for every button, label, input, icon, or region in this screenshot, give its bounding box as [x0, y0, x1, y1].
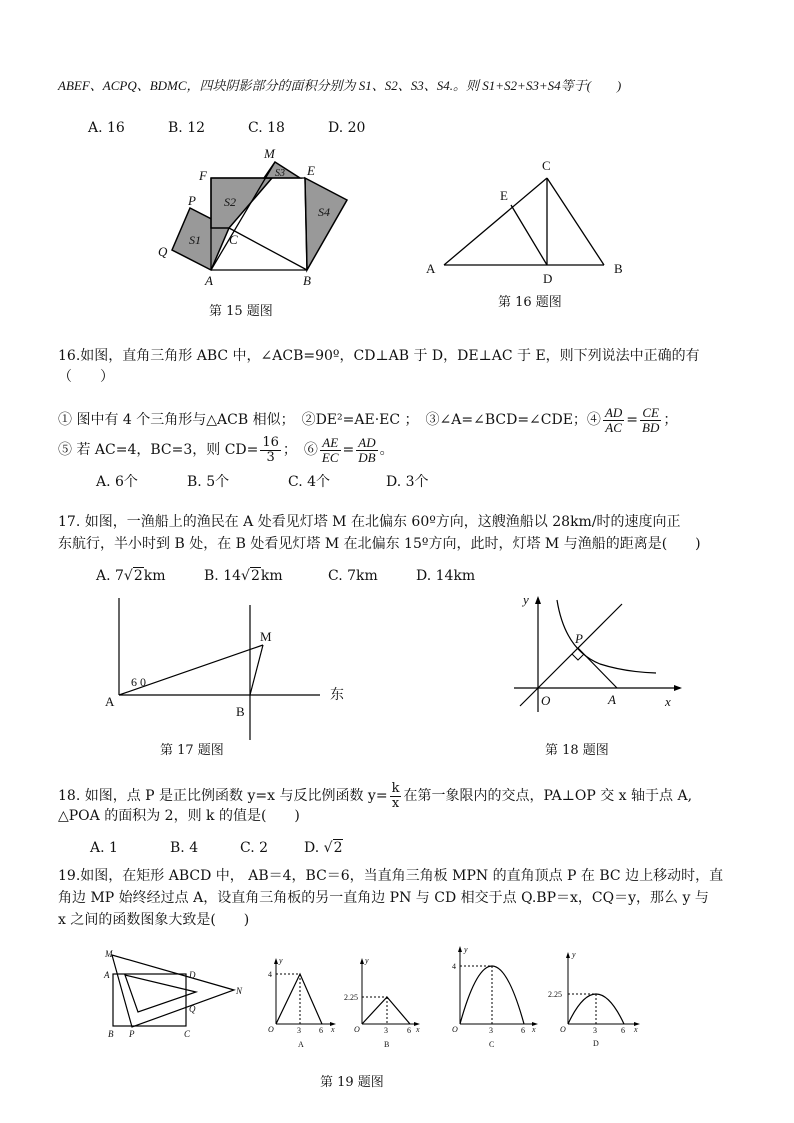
- q18-label-p: P: [575, 631, 583, 646]
- q19-graph-c-x-label: x: [532, 1025, 536, 1034]
- q18-option-d-radicand: 2: [333, 840, 343, 856]
- q19-graph-c-y-label: y: [464, 945, 468, 954]
- q19-graph-c-origin: O: [452, 1025, 458, 1034]
- q19-stem-line2: 角边 MP 始终经过点 A，设直角三角板的另一直角边 PN 与 CD 相交于点 Q.BP＝x，CQ＝y，那么 y 与: [58, 890, 709, 906]
- q16-statements-1-4: ① 图中有 4 个三角形与△ACB 相似； ②DE²=AE·EC ； ③∠A=∠BCD=∠CDE；④: [58, 412, 601, 428]
- q18-option-a: A. 1: [90, 840, 118, 856]
- q19-graph-a: [262, 950, 342, 1050]
- q17-option-b-unit: km: [260, 568, 283, 584]
- q15-label-s1: S1: [189, 233, 201, 247]
- q19-main-label-a: A: [104, 970, 110, 980]
- q16-label-b: B: [614, 261, 623, 276]
- q19-graph-b-peak: 2.25: [344, 993, 358, 1002]
- q17-option-a-radicand: 2: [133, 568, 143, 584]
- q19-graph-c-xend: 6: [521, 1026, 525, 1035]
- q17-stem-line2: 东航行，半小时到 B 处，在 B 处看见灯塔 M 在北偏东 15º方向，此时，灯塔 M 与渔船的距离是( ): [58, 536, 701, 552]
- q19-graph-a-y-label: y: [279, 956, 283, 965]
- q19-main-label-c: C: [184, 1029, 191, 1039]
- q19-main-label-n: N: [236, 986, 243, 996]
- q16-caption: 第 16 题图: [498, 295, 562, 310]
- q15-option-d: D. 20: [328, 120, 366, 136]
- q19-graph-d-y-arrow: [566, 952, 570, 958]
- q18-stem-pre: 18. 如图，点 P 是正比例函数 y=x 与反比例函数 y=: [58, 788, 388, 804]
- q16-frac-ec: EC: [321, 449, 339, 465]
- q16-frac-ae: AE: [320, 436, 341, 451]
- q18-stem-post: 在第一象限内的交点，PA⊥OP 交 x 轴于点 A,: [403, 788, 693, 804]
- q15-option-a: A. 16: [88, 120, 125, 136]
- q19-graph-b-y-label: y: [365, 956, 369, 965]
- q17-stem-line1: 17. 如图，一渔船上的渔民在 A 处看见灯塔 M 在北偏东 60º方向，这艘渔船以 28km/时的速度向正: [58, 514, 681, 530]
- q15-label-p: P: [188, 193, 196, 208]
- q19-graph-c-letter: C: [489, 1040, 495, 1049]
- q17-label-east: 东: [330, 688, 344, 703]
- q17-option-d: D. 14km: [416, 568, 476, 584]
- q19-graph-b-origin: O: [354, 1025, 360, 1034]
- q19-graph-a-peak: 4: [268, 970, 272, 979]
- q19-caption: 第 19 题图: [320, 1075, 384, 1090]
- q19-graph-d-x-label: x: [634, 1025, 638, 1034]
- q15-label-c: C: [229, 232, 238, 247]
- q19-graph-d-origin: O: [560, 1025, 566, 1034]
- q16-frac-16: 16: [262, 434, 279, 450]
- q18-option-b: B. 4: [170, 840, 199, 856]
- q19-stem-line3: x 之间的函数图象大致是( ): [58, 912, 250, 928]
- q17-caption: 第 17 题图: [160, 743, 224, 758]
- q16-eq-1: =: [626, 412, 639, 428]
- q18-caption: 第 18 题图: [545, 743, 609, 758]
- q16-frac-ad: AD: [604, 404, 623, 420]
- q16-frac-3: 3: [266, 449, 275, 465]
- q18-label-o: O: [541, 693, 551, 708]
- q17-option-a: A. 7√2km: [96, 568, 166, 584]
- q16-label-c: C: [542, 158, 551, 173]
- q19-graph-a-curve: [276, 974, 322, 1024]
- q16-stem-line2: （ ）: [58, 369, 114, 385]
- q15-label-s3: S3: [275, 168, 285, 179]
- q19-main-label-b: B: [108, 1029, 114, 1039]
- q18-stem-line2: △POA 的面积为 2，则 k 的值是( ): [58, 808, 300, 824]
- q18-option-d: D. √2: [304, 840, 343, 856]
- q15-label-q: Q: [158, 244, 168, 259]
- q15-label-f: F: [199, 168, 207, 183]
- q16-eq-2: =: [342, 442, 355, 458]
- q19-graph-d-letter: D: [593, 1039, 599, 1048]
- q19-graph-b-letter: B: [384, 1040, 390, 1049]
- q19-graph-b-y-arrow: [360, 958, 364, 964]
- q17-option-b: B. 14√2km: [204, 568, 283, 584]
- q17-label-b: B: [236, 704, 245, 719]
- q19-graph-a-xmid: 3: [297, 1026, 301, 1035]
- q19-graph-c-xmid: 3: [489, 1026, 493, 1035]
- q19-graph-d-peak: 2.25: [548, 990, 562, 999]
- q15-label-b: B: [303, 273, 311, 288]
- q18-option-d-text: D.: [304, 840, 320, 856]
- q19-main-label-q: Q: [189, 1004, 196, 1014]
- q18-label-x: x: [665, 694, 671, 709]
- q15-stem: ABEF、ACPQ、BDMC，四块阴影部分的面积分别为 S1、S2、S3、S4.。则 S1+S2+S3+S4等于( ): [58, 78, 622, 93]
- q16-frac-bd: BD: [642, 419, 660, 435]
- q17-option-b-radicand: 2: [250, 568, 260, 584]
- q17-option-c: C. 7km: [328, 568, 378, 584]
- q17-label-m: M: [260, 629, 272, 644]
- q19-graph-b-xend: 6: [407, 1026, 411, 1035]
- q19-main-label-m: M: [105, 949, 113, 959]
- q17-angle-label: 6 0: [131, 675, 146, 689]
- q19-graph-b-xmid: 3: [384, 1026, 388, 1035]
- q19-graph-d-y-label: y: [572, 950, 576, 959]
- q17-option-a-unit: km: [143, 568, 166, 584]
- q15-label-s2: S2: [224, 195, 236, 209]
- q19-graph-a-x-label: x: [331, 1025, 335, 1034]
- q16-label-d: D: [543, 271, 553, 286]
- q19-graph-d-xend: 6: [621, 1026, 625, 1035]
- q18-label-y: y: [523, 592, 529, 607]
- q15-option-b: B. 12: [168, 120, 206, 136]
- q19-main-label-p: P: [129, 1029, 135, 1039]
- q19-graph-c: [448, 938, 548, 1048]
- q19-graph-d: [540, 944, 650, 1049]
- q19-graph-b-curve: [362, 997, 410, 1024]
- q16-frac-ce: CE: [640, 406, 661, 421]
- q19-graph-d-xmid: 3: [593, 1026, 597, 1035]
- q15-option-c: C. 18: [248, 120, 285, 136]
- q16-option-d: D. 3个: [386, 474, 429, 490]
- q17-option-b-text: B. 14: [204, 568, 242, 584]
- q16-option-a: A. 6个: [96, 474, 138, 490]
- q16-semicolon: ；: [663, 412, 678, 428]
- q19-graph-a-letter: A: [298, 1040, 304, 1049]
- q19-triangle-inner: [125, 975, 196, 1012]
- q19-graph-c-peak: 4: [452, 962, 456, 971]
- q16-statement-6-pre: ； ⑥: [282, 442, 318, 458]
- q19-main-label-d: D: [189, 970, 196, 980]
- q18-frac-k: k: [391, 780, 400, 796]
- q19-graph-a-origin: O: [268, 1025, 274, 1034]
- q16-label-e: E: [500, 188, 508, 203]
- q17-option-a-text: A. 7: [96, 568, 124, 584]
- q15-caption: 第 15 题图: [209, 304, 273, 319]
- q16-stem-line1: 16.如图，直角三角形 ABC 中，∠ACB=90º，CD⊥AB 于 D，DE⊥AC 于 E，则下列说法中正确的有: [58, 348, 700, 364]
- q19-graph-b-x-label: x: [416, 1025, 420, 1034]
- q19-stem-line1: 19.如图，在矩形 ABCD 中， AB＝4，BC＝6，当直角三角板 MPN 的直角顶点 P 在 BC 边上移动时，直: [58, 868, 724, 884]
- q17-label-a: A: [105, 694, 115, 709]
- q16-option-b: B. 5个: [187, 474, 230, 490]
- q15-label-e: E: [307, 163, 315, 178]
- q18-frac-x: x: [391, 795, 400, 811]
- q16-frac-db: DB: [358, 449, 376, 465]
- q19-graph-a-y-arrow: [274, 958, 278, 964]
- q19-graph-c-y-arrow: [458, 946, 462, 952]
- q16-frac-ad2: AD: [358, 434, 376, 450]
- q18-option-c: C. 2: [240, 840, 269, 856]
- q19-graph-a-xend: 6: [319, 1026, 323, 1035]
- q18-label-a: A: [608, 692, 616, 707]
- q16-frac-ac: AC: [605, 419, 622, 435]
- q16-period: 。: [379, 442, 394, 458]
- q15-label-m: M: [264, 146, 275, 161]
- q16-option-c: C. 4个: [288, 474, 331, 490]
- q15-label-s4: S4: [318, 205, 330, 219]
- q15-label-a: A: [205, 273, 213, 288]
- q16-statement-5: ⑤ 若 AC=4，BC=3，则 CD=: [58, 442, 259, 458]
- q16-label-a: A: [426, 261, 436, 276]
- q19-graph-b: [342, 950, 422, 1050]
